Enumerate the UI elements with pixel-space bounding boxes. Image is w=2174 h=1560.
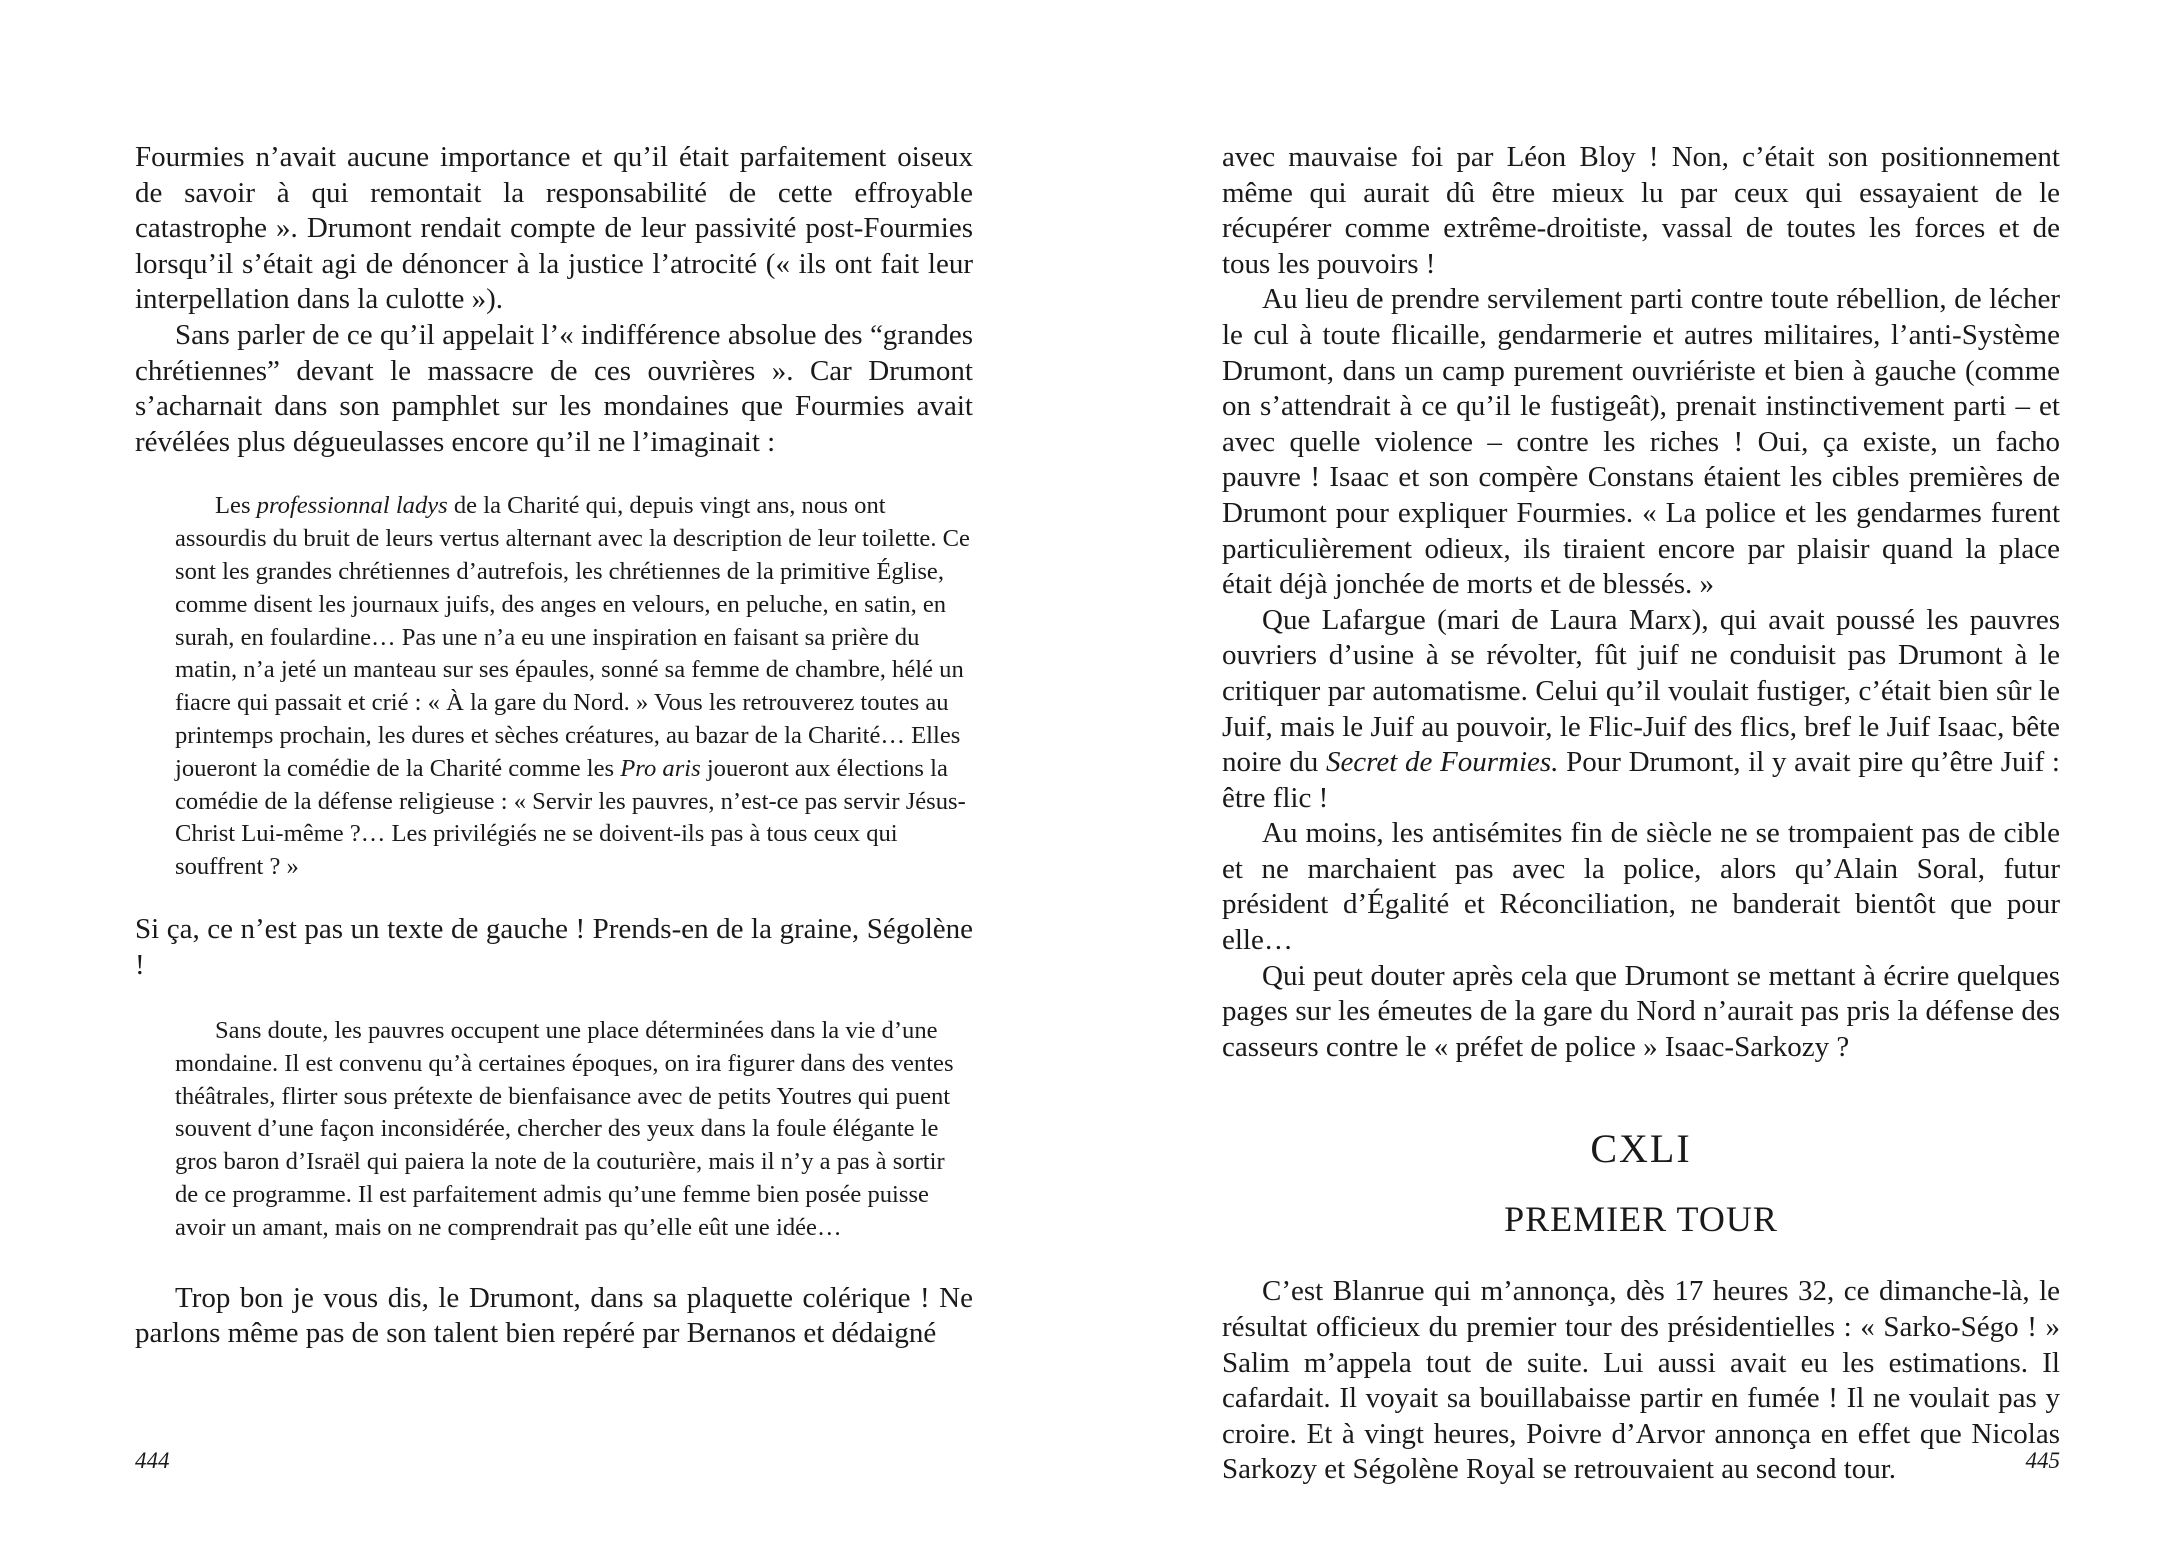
left-page-text: [135, 140, 973, 1352]
paragraph: Au moins, les antisémites fin de siècle ne se trompaient pas de cible et ne marchaient pas avec la police, alors qu’Alain Soral, futur président d’Égalité et Réconciliation, ne banderait bientôt que pour elle…: [1222, 817, 2060, 957]
page-number: 444: [135, 1448, 170, 1473]
paragraph: Trop bon je vous dis, le Drumont, dans sa plaquette colérique ! Ne parlons même pas de son talent bien repéré par Bernanos et dédaigné: [135, 1281, 973, 1350]
paragraph: C’est Blanrue qui m’annonça, dès 17 heures 32, ce dimanche-là, le résultat officieux du premier tour des présidentielles : « Sarko-Ségo ! » Salim m’appela tout de suite. Lui aussi avait eu les estimations. Il cafardait. Il voyait sa bouillabaisse partir en fumée ! Il ne voulait pas y croire. Et à vingt heures, Poivre d’Arvor annonça en effet que Nicolas Sarkozy et Ségolène Royal se retrouvaient au second tour.: [1222, 1275, 2060, 1486]
block-quote: [175, 1015, 973, 1245]
quote-italic-text: Pro aris: [620, 754, 701, 782]
paragraph: Fourmies n’avait aucune importance et qu’il était parfaitement oiseux de savoir à qui remontait la responsabilité de cette effroyable catastrophe ». Drumont rendait compte de leur passivité post-Fourmies lorsqu’il s’était agi de dénoncer à la justice l’atrocité (« ils ont fait leur interpellation dans la culotte »).: [135, 141, 973, 316]
quote-text: Les: [215, 492, 257, 520]
paragraph: Sans parler de ce qu’il appelait l’« indifférence absolue des “grandes chrétiennes” devant le massacre de ces ouvrières ». Car Drumont s’acharnait dans son pamphlet sur les mondaines que Fourmies avait révélées plus dégueulasses encore qu’il ne l’imaginait :: [135, 318, 973, 458]
quote-paragraph: Sans doute, les pauvres occupent une place déterminées dans la vie d’une mondaine. Il est convenu qu’à certaines époques, on ira figurer dans des ventes théâtrales, flirter sous prétexte de bienfaisance avec de petits Youtres qui puent souvent d’une façon inconsidérée, chercher des yeux dans la foule élégante le gros baron d’Israël qui paiera la note de la couturière, mais il n’y a pas à sortir de ce programme. Il est parfaitement admis qu’une femme bien posée puisse avoir un amant, mais on ne comprendrait pas qu’elle eût une idée…: [175, 1017, 954, 1241]
quote-italic-text: professionnal ladys: [256, 492, 448, 520]
chapter-number: CXLI: [1590, 1126, 1692, 1172]
paragraph: avec mauvaise foi par Léon Bloy ! Non, c’était son positionnement même qui aurait dû être mieux lu par ceux qui essayaient de le récupérer comme extrême-droitiste, vassal de toutes les forces et de tous les pouvoirs !: [1222, 141, 2060, 280]
chapter-heading: [1222, 1125, 2060, 1240]
block-quote: [175, 490, 973, 884]
quote-text: de la Charité qui, depuis vingt ans, nous ont assourdis du bruit de leurs vertus alternant avec la description de leur toilette. Ce sont les grandes chrétiennes d’autrefois, les chrétiennes de la primitive Église, comme disent les journaux juifs, des anges en velours, en peluche, en satin, en surah, en foulardine… Pas une n’a eu une inspiration en faisant sa prière du matin, n’a jeté un manteau sur ses épaules, sonné sa femme de chambre, hélé un fiacre qui passait et crié : « À la gare du Nord. » Vous les retrouverez toutes au printemps prochain, les dures et sèches créatures, au bazar de la Charité… Elles joueront la comédie de la Charité comme les: [175, 492, 970, 782]
italic-title: Secret de Fourmies.: [1325, 746, 1559, 779]
page-number: 445: [2025, 1448, 2060, 1473]
quote-text: joueront aux élections la comédie de la défense religieuse : « Servir les pauvres, n’est-ce pas servir Jésus-Christ Lui-même ?… Les privilégiés ne se doivent-ils pas à tous ceux qui souffrent ? »: [175, 754, 966, 881]
paragraph: [1222, 603, 2060, 817]
paragraph-text: Pour Drumont, il y avait pire qu’être Juif : être flic !: [1222, 746, 2060, 814]
left-page: [135, 0, 973, 1560]
chapter-title: PREMIER TOUR: [1504, 1199, 1778, 1240]
right-page-text: [1222, 140, 2060, 1488]
paragraph: Qui peut douter après cela que Drumont se mettant à écrire quelques pages sur les émeutes de la gare du Nord n’aurait pas pris la défense des casseurs contre le « préfet de police » Isaac-Sarkozy ?: [1222, 959, 2060, 1063]
quote-paragraph: [175, 490, 973, 884]
paragraph: Si ça, ce n’est pas un texte de gauche ! Prends-en de la graine, Ségolène !: [135, 912, 973, 981]
paragraph: Au lieu de prendre servilement parti contre toute rébellion, de lécher le cul à toute flicaille, gendarmerie et autres militaires, l’anti-Système Drumont, dans un camp purement ouvriériste et bien à gauche (comme on s’attendrait à ce qu’il le fustigeât), prenait instinctivement parti – et avec quelle violence – contre les riches ! Oui, ça existe, un facho pauvre ! Isaac et son compère Constans étaient les cibles premières de Drumont pour expliquer Fourmies. « La police et les gendarmes furent particulièrement odieux, ils tiraient encore par plaisir quand la place était déjà jonchée de morts et de blessés. »: [1222, 283, 2060, 601]
right-page: [1222, 0, 2060, 1560]
paragraph-text: Que Lafargue (mari de Laura Marx), qui avait poussé les pauvres ouvriers d’usine à se révolter, fût juif ne conduisit pas Drumont à le critiquer par automatisme. Celui qu’il voulait fustiger, c’était bien sûr le Juif, mais le Juif au pouvoir, le Flic-Juif des flics, bref le Juif Isaac, bête noire du: [1222, 603, 2060, 779]
